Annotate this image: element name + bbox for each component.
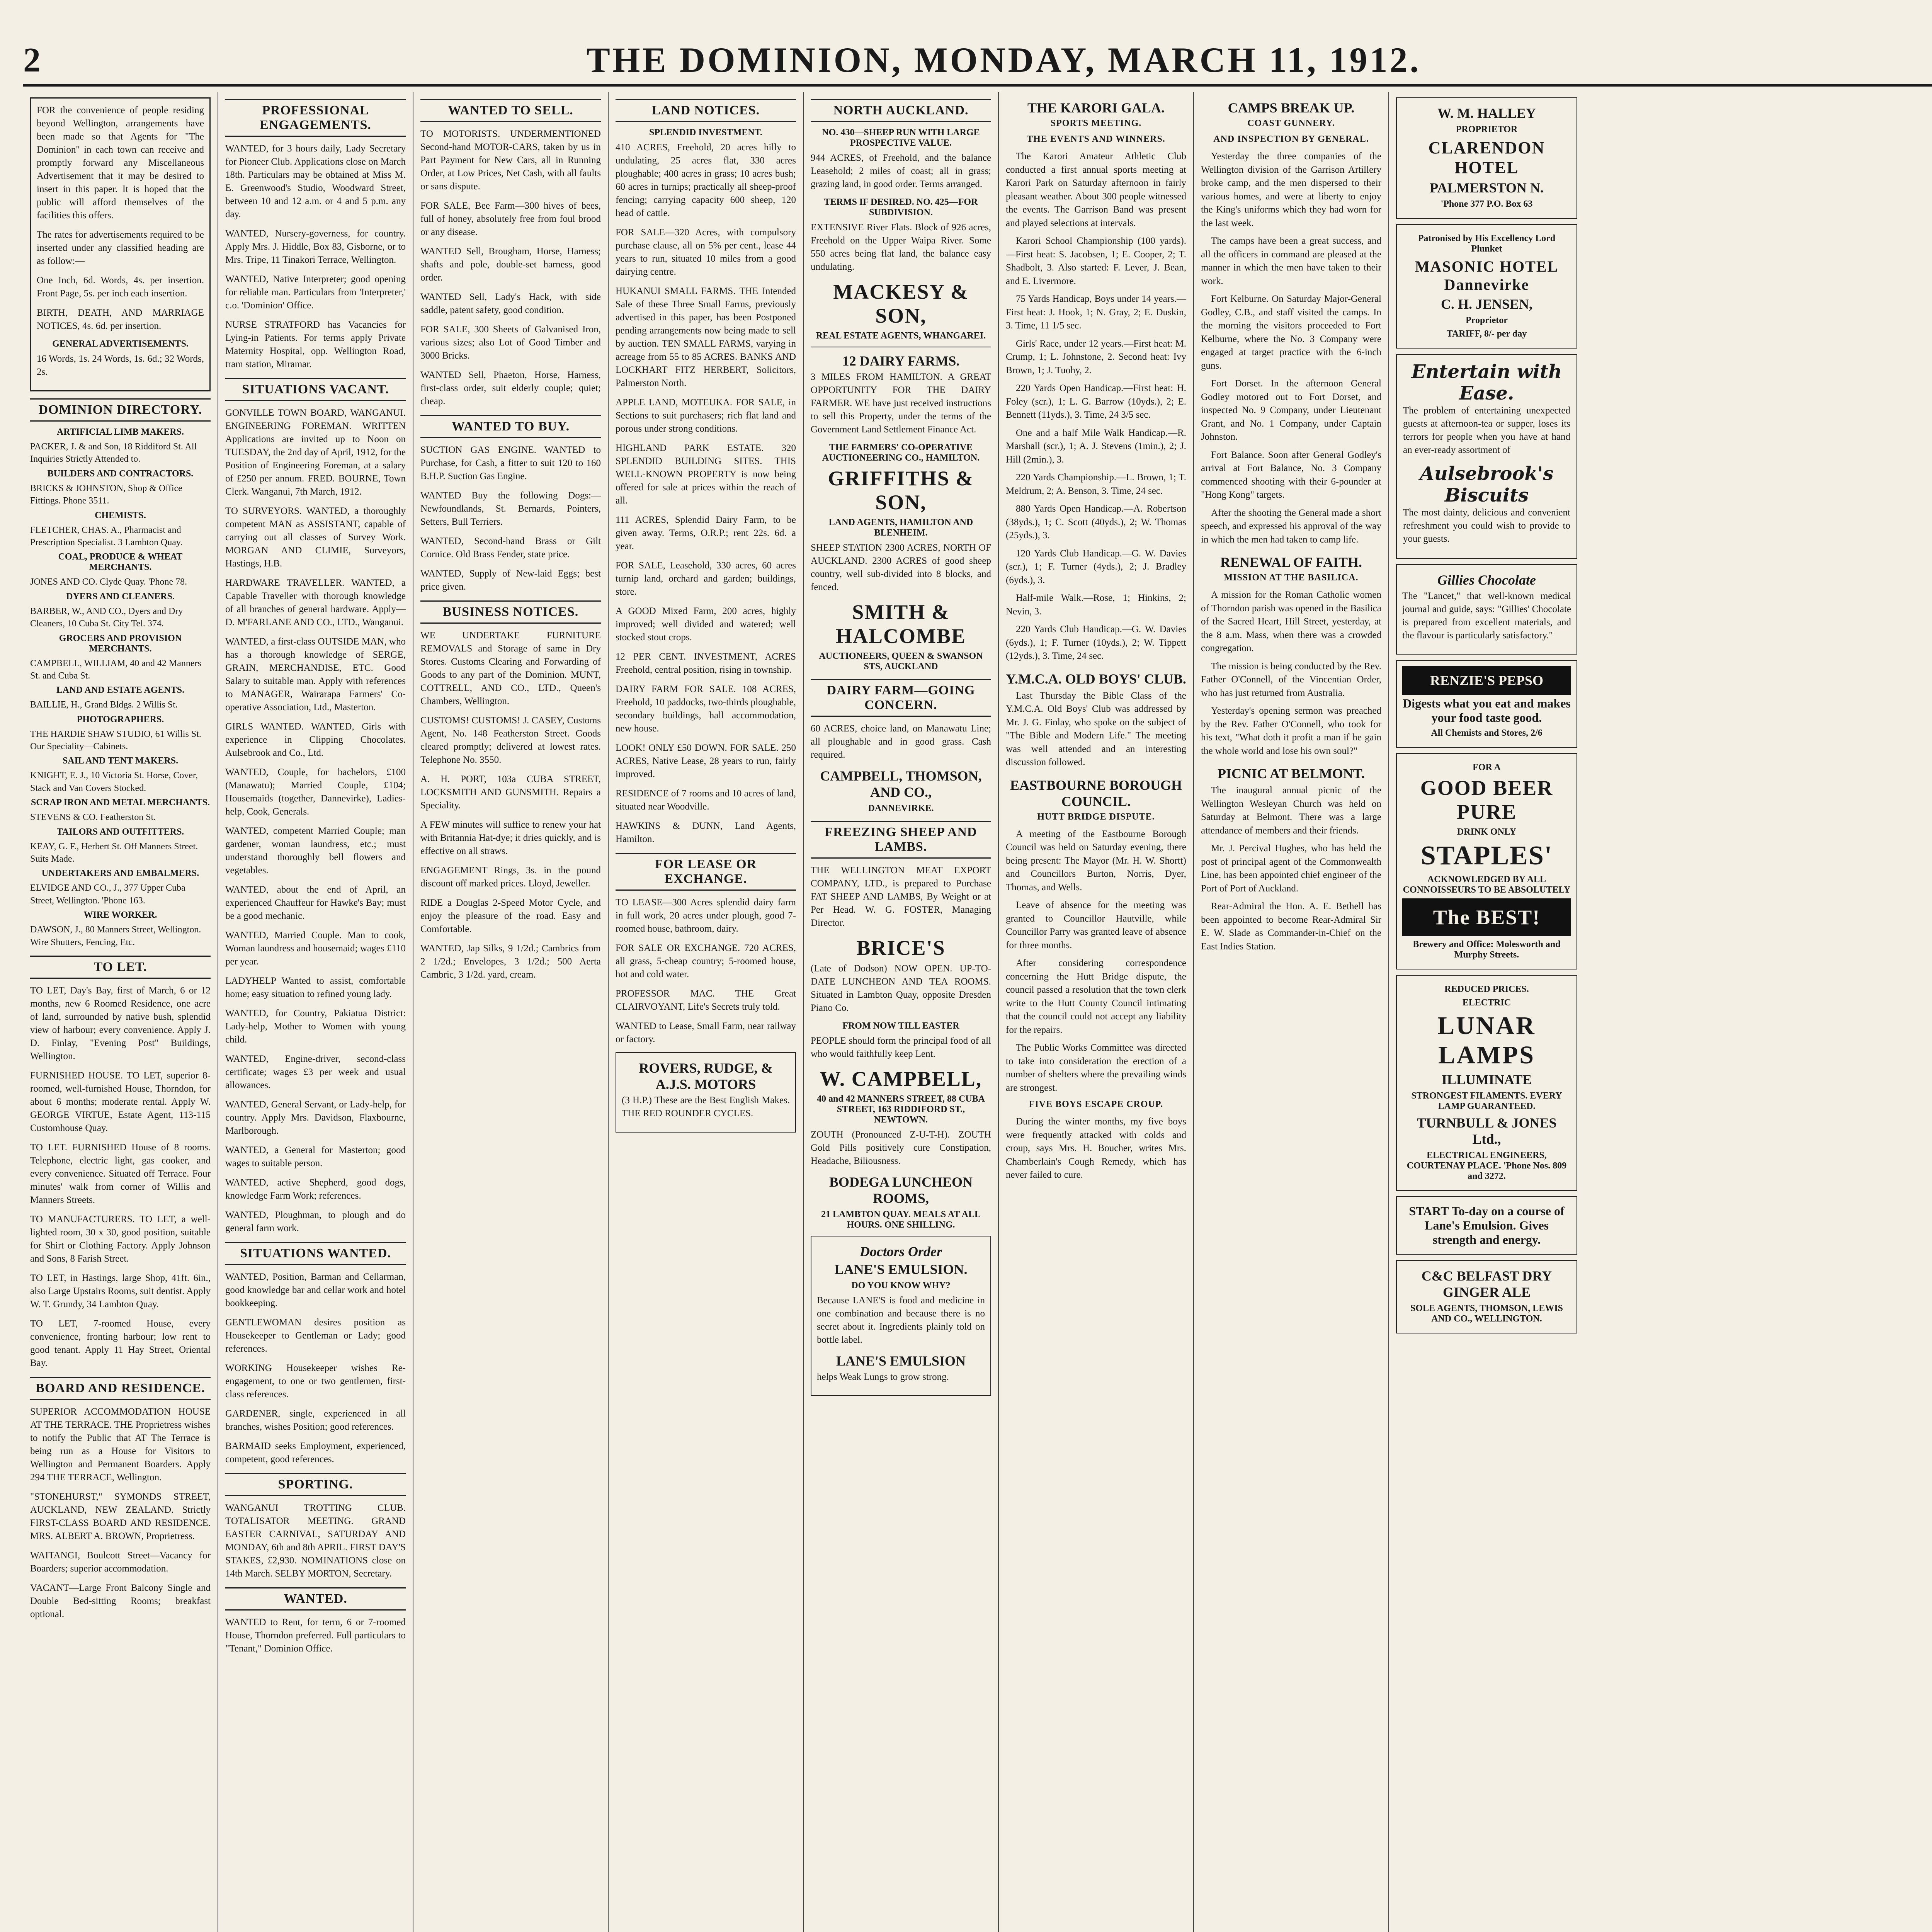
start-text: START To-day on a course of Lane's Emulsion. Gives strength and energy. (1409, 1204, 1565, 1247)
dir-entry: FLETCHER, CHAS. A., Pharmacist and Prescription Specialist. 3 Lambton Quay. (30, 525, 183, 548)
to-buy-ad: WANTED Buy the following Dogs:— Newfoundlands, St. Bernards, Pointers, Setters, Bull Terriers. (420, 490, 601, 527)
to-sell-heading: WANTED TO SELL. (420, 99, 601, 122)
ginger-ale-ad (1396, 1260, 1577, 1333)
general-ads-rates: 16 Words, 1s. 24 Words, 1s. 6d.; 32 Words, 2s. (37, 354, 204, 377)
brewery: Brewery and Office: Molesworth and Murphy Streets. (1413, 939, 1561, 960)
business-ad: WANTED, Jap Silks, 9 1/2d.; Cambrics from 2 1/2d.; Envelopes, 3 1/2d.; 500 Aerta Cambric, 3 1/2d. yard, cream. (420, 943, 601, 980)
motors-title: ROVERS, RUDGE, & A.J.S. MOTORS (639, 1060, 773, 1092)
to-let-heading: TO LET. (30, 956, 211, 979)
dir-section-heading: SAIL AND TENT MAKERS. (62, 756, 179, 766)
professional-ad: NURSE STRATFORD has Vacancies for Lying-in Patients. For terms apply Private Maternity Hospital, opp. Wellington Road, tram station, Miramar. (225, 320, 406, 369)
to-sell-ad: FOR SALE, Bee Farm—300 hives of bees, full of honey, absolutely free from foul brood or any disease. (420, 201, 601, 237)
situation-ad: TO SURVEYORS. WANTED, a thoroughly competent MAN as ASSISTANT, capable of carrying out all classes of Survey Work. MORGAN AND CLIMIE, Surveyors, Hastings, H.B. (225, 506, 406, 569)
dir-section-heading: BUILDERS AND CONTRACTORS. (47, 468, 194, 479)
dir-entry: BAILLIE, H., Grand Bldgs. 2 Willis St. (30, 700, 178, 710)
filaments: STRONGEST FILAMENTS. EVERY LAMP GUARANTEED. (1411, 1091, 1562, 1111)
lanes-start-ad (1396, 1196, 1577, 1255)
smith-name: SMITH & HALCOMBE (835, 600, 966, 648)
picnic-para: Mr. J. Percival Hughes, who has held the post of principal agent of the Commonwealth Line, has been appointed chief engineer of the Port of Port of Auckland. (1201, 843, 1381, 894)
masonic-hotel-ad (1396, 224, 1577, 349)
situations-wanted-heading: SITUATIONS WANTED. (225, 1242, 406, 1265)
beer-drink: DRINK ONLY (1457, 827, 1517, 837)
jensen-tariff: TARIFF, 8/- per day (1446, 329, 1527, 339)
to-buy-heading: WANTED TO BUY. (420, 415, 601, 438)
lanes-foot: LANE'S EMULSION (836, 1353, 966, 1369)
camps-para: The camps have been a great success, and all the officers in command are pleased at the manner in which the men have taken to their work. (1201, 236, 1381, 286)
camps-para: Fort Balance. Soon after General Godley's arrival at Fort Balance, No. 3 Company commenced shooting with their 6-pounder at "Hong Kong" targets. (1201, 449, 1381, 500)
staples-ack: ACKNOWLEDGED BY ALL CONNOISSEURS TO BE ABSOLUTELY (1403, 874, 1571, 895)
column-5 (804, 92, 999, 1932)
general-ads-heading: GENERAL ADVERTISEMENTS. (52, 339, 189, 349)
griffiths-name: GRIFFITHS & SON, (828, 467, 974, 514)
karori-para: Half-mile Walk.—Rose, 1; Hinkins, 2; Nevin, 3. (1006, 593, 1186, 617)
business-ad: A FEW minutes will suffice to renew your hat with Britannia Hat-dye; it dries quickly, and is effective on all straws. (420, 820, 601, 856)
land-ad: 111 ACRES, Splendid Dairy Farm, to be given away. Terms, O.R.P.; rent 22s. 6d. a year. (616, 515, 796, 551)
dir-section-heading: LAND AND ESTATE AGENTS. (56, 685, 185, 696)
situation-wanted-ad: WANTED, Position, Barman and Cellarman, good knowledge bar and cellar work and hotel bookkeeping. (225, 1272, 406, 1308)
eastbourne-para: After considering correspondence concerning the Hutt Bridge dispute, the council passed a resolution that the town clerk write to the Hutt County Council intimating that the council could not accept any liability for the repairs. (1006, 958, 1186, 1035)
professional-ad: WANTED, Nursery-governess, for country. Apply Mrs. J. Hiddle, Box 83, Gisborne, or to Mrs. Tripe, 11 Tinakori Terrace, Wellington. (225, 228, 406, 265)
renewal-para: The mission is being conducted by the Rev. Father O'Connell, of the Vincentian Order, who has just returned from Australia. (1201, 661, 1381, 698)
land-ad: 410 ACRES, Freehold, 20 acres hilly to undulating, 25 acres flat, 330 acres ploughable; 400 acres in grass; 10 acres bush; 60 acres in turnips; practically all sheep-proof fencing; carrying capacity 600 sheep, 120 head of cattle. (616, 142, 796, 218)
freezing-heading: FREEZING SHEEP AND LAMBS. (811, 821, 991, 859)
camps-para: Fort Kelburne. On Saturday Major-General Godley, C.B., and staff visited the camps. In the morning the visitors proceeded to Fort Kelburne, where the No. 3 Company were engaged at target practice with the 6-inch guns. (1201, 294, 1381, 371)
aulsebrook-ad (1396, 354, 1577, 559)
turnbull-name: TURNBULL & JONES Ltd., (1417, 1115, 1557, 1147)
situation-wanted-ad: GARDENER, single, experienced in all branches, wishes Position; good references. (225, 1408, 406, 1432)
karori-para: Karori School Championship (100 yards).—First heat: S. Jacobsen, 1; E. Cooper, 2; T. Shadbolt, 3. Also started: F. Lever, J. Bean, and E. Livermore. (1006, 236, 1186, 286)
to-let-ad: TO LET, in Hastings, large Shop, 41ft. 6in., also Large Upstairs Rooms, suit dentist. Apply W. T. Grundy, 34 Lambton Quay. (30, 1272, 211, 1310)
sporting-heading: SPORTING. (225, 1473, 406, 1496)
dir-section-heading: PHOTOGRAPHERS. (77, 714, 164, 724)
lease-ad: TO LEASE—300 Acres splendid dairy farm in full work, 20 acres under plough, good 7-roomed house, bathroom, dairy. (616, 897, 796, 934)
halley-name: W. M. HALLEY (1437, 105, 1536, 121)
eastbourne-sub: HUTT BRIDGE DISPUTE. (1037, 811, 1155, 822)
land-ad: APPLE LAND, MOTEUKA. FOR SALE, in Sections to suit purchasers; rich flat land and porous under strong conditions. (616, 397, 796, 434)
column-1 (23, 92, 218, 1932)
situation-wanted-ad: WORKING Housekeeper wishes Re-engagement, to one or two gentlemen, first-class references. (225, 1363, 406, 1400)
dir-section-heading: WIRE WORKER. (83, 910, 157, 920)
situation-ad: WANTED, for Country, Pakiatua District: Lady-help, Mother to Women with young child. (225, 1008, 406, 1045)
dir-entry: BRICKS & JOHNSTON, Shop & Office Fittings. Phone 3511. (30, 483, 182, 506)
lanes-question: DO YOU KNOW WHY? (851, 1281, 951, 1291)
land-ad: HUKANUI SMALL FARMS. THE Intended Sale of these Three Small Farms, previously advertised in this paper, has been Postponed pending arrangements now being made to sell by auction. TEN SMALL FARMS, varying in acreage from 55 to 85 ACRES. BANKS AND LOCKHART FITZ HERBERT, Solicitors, Palmerston North. (616, 286, 796, 388)
camps-title: CAMPS BREAK UP. (1228, 100, 1355, 116)
column-4 (609, 92, 804, 1932)
mackesy-name: MACKESY & SON, (833, 280, 969, 327)
camps-sub: COAST GUNNERY. (1247, 118, 1335, 128)
land-ad: RESIDENCE of 7 rooms and 10 acres of land, situated near Woodville. (616, 788, 796, 812)
to-sell-ad: WANTED Sell, Phaeton, Horse, Harness, first-class order, suit elderly couple; quiet; cheap. (420, 370, 601, 406)
wcampbell-sub: 40 and 42 MANNERS STREET, 88 CUBA STREET, 163 RIDDIFORD ST., NEWTOWN. (817, 1094, 985, 1125)
turnbull-sub: ELECTRICAL ENGINEERS, COURTENAY PLACE. 'Phone Nos. 809 and 3272. (1406, 1150, 1567, 1181)
land-ad: LOOK! ONLY £50 DOWN. FOR SALE. 250 ACRES, Native Lease, 28 years to run, fairly improved. (616, 743, 796, 779)
brice-sub: (Late of Dodson) NOW OPEN. UP-TO-DATE LUNCHEON AND TEA ROOMS. Situated in Lambton Quay, opposite Dresden Piano Co. (811, 963, 991, 1013)
situation-ad: GONVILLE TOWN BOARD, WANGANUI. ENGINEERING FOREMAN. WRITTEN Applications are invited up to Noon on TUESDAY, the 2nd day of April, 1912, for the Position of Engineering Foreman, at a salary of £250 per annum. FRED. BOURNE, Town Clerk. Wanganui, 7th March, 1912. (225, 408, 406, 497)
board-ad: "STONEHURST," SYMONDS STREET, AUCKLAND, NEW ZEALAND. Strictly FIRST-CLASS BOARD AND RESIDENCE. MRS. ALBERT A. BROWN, Proprietress. (30, 1491, 211, 1541)
page-number: 2 (23, 41, 41, 79)
gillies-ad (1396, 564, 1577, 655)
jensen-name: C. H. JENSEN, (1440, 296, 1533, 312)
jensen-sub: Proprietor (1466, 315, 1508, 325)
land-notices-heading: LAND NOTICES. (616, 99, 796, 122)
eastbourne-para: A meeting of the Eastbourne Borough Council was held on Saturday evening, there being present: The Mayor (Mr. H. W. Shortt) and Councillors Burton, Norris, Dyer, Thomas, and Wells. (1006, 828, 1186, 893)
gillies-title: Gillies Chocolate (1437, 572, 1536, 588)
karori-para: 220 Yards Open Handicap.—First heat: H. Foley (scr.), 1; L. G. Barrow (10yds.), 2; E. Bennett (11yds.), 3. Time, 24 3/5 sec. (1006, 383, 1186, 420)
sporting-ad: WANGANUI TROTTING CLUB. TOTALISATOR MEETING. GRAND EASTER CARNIVAL, SATURDAY AND MONDAY, 6th and 8th APRIL. FIRST DAY'S STAKES, £2,930. NOMINATIONS close on 14th March. SELBY MORTON, Secretary. (225, 1503, 406, 1579)
splendid-heading: SPLENDID INVESTMENT. (649, 128, 762, 138)
situation-ad: WANTED, Engine-driver, second-class certificate; wages £3 per week and usual allowances. (225, 1054, 406, 1090)
eastbourne-para: Leave of absence for the meeting was granted to Councillor Hautville, while Councillor Parry was granted leave of absence for three months. (1006, 900, 1186, 951)
professional-heading: PROFESSIONAL ENGAGEMENTS. (225, 99, 406, 137)
best-text: The BEST! (1433, 906, 1541, 929)
campbell-name: CAMPBELL, THOMSON, AND CO., (820, 768, 982, 800)
renewal-para: A mission for the Roman Catholic women of Thorndon parish was opened in the Basilica of the Sacred Heart, Hill Street, yesterday, at the 8 a.m. Mass, when there was a crowded congregation. (1201, 590, 1381, 653)
dir-entry: KEAY, G. F., Herbert St. Off Manners Street. Suits Made. (30, 841, 198, 864)
lease-ad: PROFESSOR MAC. THE Great CLAIRVOYANT, Life's Secrets truly told. (616, 988, 796, 1012)
situation-ad: WANTED, Married Couple. Man to cook, Woman laundress and housemaid; wages £110 per year. (225, 930, 406, 967)
lanes-foot-sub: helps Weak Lungs to grow strong. (817, 1372, 949, 1382)
karori-para: Girls' Race, under 12 years.—First heat: M. Crump, 1; L. Johnstone, 2. Second heat: Ivy Brown, 1; J. Tuohy, 2. (1006, 338, 1186, 376)
board-ad: VACANT—Large Front Balcony Single and Double Bed-sitting Rooms; breakfast optional. (30, 1582, 211, 1619)
land-ad: DAIRY FARM FOR SALE. 108 ACRES, Freehold, 10 paddocks, two-thirds ploughable, secondary buildings, hall accommodation, new house. (616, 684, 796, 734)
terms-ad: EXTENSIVE River Flats. Block of 926 acres, Freehold on the Upper Waipa River. Some 550 acres being flat land, the balance easy undulating. (811, 222, 991, 272)
north-auckland-heading: NORTH AUCKLAND. (811, 99, 991, 122)
situation-wanted-ad: GENTLEWOMAN desires position as Housekeeper to Gentleman or Lady; good references. (225, 1317, 406, 1354)
land-ad: HAWKINS & DUNN, Land Agents, Hamilton. (616, 821, 796, 844)
mackesy-sub: REAL ESTATE AGENTS, WHANGAREI. (816, 331, 986, 341)
situations-vacant-heading: SITUATIONS VACANT. (225, 378, 406, 401)
campbell-sub: DANNEVIRKE. (868, 803, 934, 813)
to-let-ad: TO LET, Day's Bay, first of March, 6 or 12 months, new 6 Roomed Residence, one acre of land, surrounded by native bush, splendid view of harbour; every convenience. Apply J. D. Finlay, "Evening Post" Buildings, Wellington. (30, 985, 211, 1061)
lanes-emulsion-ad (811, 1236, 991, 1396)
situation-ad: WANTED, competent Married Couple; man gardener, woman laundress, etc.; must understand thoroughly bell flowers and vegetables. (225, 826, 406, 876)
staples-name: STAPLES' (1420, 841, 1553, 871)
situation-ad: WANTED, General Servant, or Lady-help, for country. Apply Mrs. Davidson, Flaxbourne, Marlborough. (225, 1099, 406, 1136)
to-let-ad: TO MANUFACTURERS. TO LET, a well-lighted room, 30 x 30, good position, suitable for Shirt or Clothing Factory. Apply Johnson and Sons, 8 Farish Street. (30, 1214, 211, 1264)
business-ad: WE UNDERTAKE FURNITURE REMOVALS and Storage of same in Dry Stores. Customs Clearing and Forwarding of Goods to any part of the Dominion. MUNT, COTTRELL, AND CO., LTD., Queen's Chambers, Wellington. (420, 630, 601, 706)
to-buy-ad: WANTED, Second-hand Brass or Gilt Cornice. Old Brass Fender, state price. (420, 536, 601, 560)
patronised: Patronised by His Excellency Lord Plunket (1418, 233, 1556, 254)
column-6 (999, 92, 1194, 1932)
illuminate: ILLUMINATE (1441, 1072, 1532, 1087)
renewal-title: RENEWAL OF FAITH. (1220, 554, 1362, 570)
business-heading: BUSINESS NOTICES. (420, 600, 601, 624)
north-ad: 944 ACRES, of Freehold, and the balance Leasehold; 2 miles of coast; all in grass; grazing land, in good order. Terms arranged. (811, 153, 991, 189)
smith-sub: AUCTIONEERS, QUEEN & SWANSON STS, AUCKLAND (819, 651, 983, 672)
business-ad: ENGAGEMENT Rings, 3s. in the pound discount off marked prices. Lloyd, Jeweller. (420, 865, 601, 889)
births-rates: BIRTH, DEATH, AND MARRIAGE NOTICES, 4s. 6d. per insertion. (37, 308, 204, 331)
eastbourne-title: EASTBOURNE BOROUGH COUNCIL. (1010, 777, 1182, 809)
dir-section-heading: UNDERTAKERS AND EMBALMERS. (41, 868, 199, 879)
karori-sub2: THE EVENTS AND WINNERS. (1027, 134, 1165, 144)
picnic-para: Rear-Admiral the Hon. A. E. Bethell has been appointed to become Rear-Admiral Sir E. W. Slade as Commander-in-Chief on the East Indies Station. (1201, 901, 1381, 952)
dir-entry: KNIGHT, E. J., 10 Victoria St. Horse, Cover, Stack and Van Covers Stocked. (30, 770, 198, 793)
karori-para: 220 Yards Championship.—L. Brown, 1; T. Meldrum, 2; A. Benson, 3. Time, 24 sec. (1006, 472, 1186, 496)
directory-heading: DOMINION DIRECTORY. (30, 398, 211, 422)
situation-wanted-ad: BARMAID seeks Employment, experienced, competent, good references. (225, 1441, 406, 1464)
renzie-ad (1396, 660, 1577, 748)
dir-section-heading: SCRAP IRON AND METAL MERCHANTS. (31, 798, 210, 808)
karori-para: One and a half Mile Walk Handicap.—R. Marshall (scr.), 1; A. J. Stevens (1min.), 2; J. Hill (2min.), 3. (1006, 427, 1186, 465)
renzie-name-box (1402, 666, 1571, 695)
business-ad: RIDE a Douglas 2-Speed Motor Cycle, and enjoy the pleasure of the road. Easy and Comfortable. (420, 898, 601, 934)
farmers-coop: THE FARMERS' CO-OPERATIVE AUCTIONEERING CO., HAMILTON. (822, 442, 980, 463)
entertain-body: The problem of entertaining unexpected guests at afternoon-tea or supper, loses its terrors for people when you have at hand an ever-ready assortment of (1403, 405, 1570, 455)
gillies-body: The "Lancet," that well-known medical journal and guide, says: "Gillies' Chocolate is prepared from excellent materials, and the flavour is particularly satisfactory." (1402, 591, 1571, 641)
best-box (1402, 898, 1571, 936)
beer-top: FOR A (1473, 762, 1501, 772)
to-let-ad: TO LET, 7-roomed House, every convenience, fronting harbour; low rent to good tenant. Apply 11 Hay Street, Oriental Bay. (30, 1318, 211, 1368)
dir-entry: BARBER, W., AND CO., Dyers and Dry Cleaners, 10 Cuba St. City Tel. 374. (30, 606, 183, 629)
situation-ad: HARDWARE TRAVELLER. WANTED, a Capable Traveller with thorough knowledge of all branches of general hardware. Apply— D. M'FARLANE AND CO., LTD., Wanganui. (225, 578, 406, 628)
dir-entry: DAWSON, J., 80 Manners Street, Wellington. Wire Shutters, Fencing, Etc. (30, 925, 201, 947)
dir-section-heading: GROCERS AND PROVISION MERCHANTS. (59, 633, 182, 654)
camps-sub2: AND INSPECTION BY GENERAL. (1213, 134, 1369, 144)
column-2 (218, 92, 413, 1932)
freezing-ad: THE WELLINGTON MEAT EXPORT COMPANY, LTD., is prepared to Purchase FAT SHEEP AND LAMBS, By Weight or at Per Head. W. G. FOSTER, Managing Director. (811, 865, 991, 928)
dir-section-heading: CHEMISTS. (95, 510, 146, 520)
land-ad: FOR SALE—320 Acres, with compulsory purchase clause, all on 5% per cent., lease 44 years to run, situated 10 miles from a good dairying centre. (616, 227, 796, 277)
professional-ad: WANTED, for 3 hours daily, Lady Secretary for Pioneer Club. Applications close on March 18th. Particulars may be obtained at Miss M. E. Greenwood's Studio, Woodward Street, between 10 and 12 a.m. or 4 and 5 p.m. any day. (225, 143, 406, 219)
karori-para: 220 Yards Club Handicap.—G. W. Davies (6yds.), 1; F. Turner (10yds.), 2; W. Tippett (12yds.), 3. Time, 24 sec. (1006, 624, 1186, 661)
renzie-foot: All Chemists and Stores, 2/6 (1431, 728, 1543, 738)
beer-line: GOOD BEER PURE (1420, 776, 1553, 823)
agents-notice: FOR the convenience of people residing beyond Wellington, arrangements have been made so that Agents for "The Dominion" in each town can receive and promptly forward any Miscellaneous Advertisement that it may be desired to insert in this paper. It is hoped that the public will afford themselves of the facilities this offers. (37, 105, 204, 221)
agents-notice-box (30, 97, 211, 391)
situation-ad: WANTED, Ploughman, to plough and do general farm work. (225, 1210, 406, 1233)
business-ad: CUSTOMS! CUSTOMS! J. CASEY, Customs Agent, No. 148 Featherston Street. Goods cleared promptly; delivered at lowest rates. Telephone No. 3550. (420, 715, 601, 765)
to-sell-ad: WANTED Sell, Brougham, Horse, Harness; shafts and pole, double-set harness, good order. (420, 246, 601, 283)
masonic-name: MASONIC HOTEL Dannevirke (1415, 258, 1559, 293)
land-ad: HIGHLAND PARK ESTATE. 320 SPLENDID BUILDING SITES. THIS WELL-KNOWN PROPERTY is now being offered for sale at prices within the reach of all. (616, 443, 796, 506)
karori-para: 880 Yards Open Handicap.—A. Robertson (38yds.), 1; C. Scott (40yds.), 2; W. Thomas (25yds.), 3. (1006, 503, 1186, 541)
column-7 (1194, 92, 1389, 1932)
clarendon-phone: 'Phone 377 P.O. Box 63 (1440, 199, 1533, 209)
reduced: REDUCED PRICES. (1444, 984, 1529, 994)
wanted-ad: WANTED to Rent, for term, 6 or 7-roomed House, Thorndon preferred. Full particulars to "Tenant," Dominion Office. (225, 1617, 406, 1654)
dir-entry: PACKER, J. & and Son, 18 Riddiford St. All Inquiries Strictly Attended to. (30, 442, 197, 464)
staples-beer-ad (1396, 753, 1577, 969)
lamps: LAMPS (1438, 1041, 1535, 1069)
dir-section-heading: TAILORS AND OUTFITTERS. (56, 827, 184, 837)
motors-ad (616, 1052, 796, 1133)
board-heading: BOARD AND RESIDENCE. (30, 1377, 211, 1400)
to-sell-ad: WANTED Sell, Lady's Hack, with side saddle, patent safety, good condition. (420, 292, 601, 315)
karori-para: 75 Yards Handicap, Boys under 14 years.—First heat: J. Hook, 1; N. Gray, 2; E. Duskin, 3. Time, 11 1/5 sec. (1006, 294, 1186, 331)
wcampbell-name: W. CAMPBELL, (820, 1067, 982, 1090)
dairy-ad: 3 MILES FROM HAMILTON. A GREAT OPPORTUNITY FOR THE DAIRY FARMER. WE have just received instructions to sell this Property, under the terms of the Government Land Settlement Finance Act. (811, 372, 991, 435)
board-ad: SUPERIOR ACCOMMODATION HOUSE AT THE TERRACE. THE Proprietress wishes to notify the Public that AT The Terrace is being run as a House for Visitors to Wellington and Permanent Boarders. Apply 294 THE TERRACE, Wellington. (30, 1406, 211, 1483)
eastbourne-para: The Public Works Committee was directed to take into consideration the erection of a number of shelters where the prevailing winds are strongest. (1006, 1043, 1186, 1093)
rates: One Inch, 6d. Words, 4s. per insertion. Front Page, 5s. per inch each insertion. (37, 275, 204, 299)
ymca-para: Last Thursday the Bible Class of the Y.M.C.A. Old Boys' Club was addressed by Mr. J. G. Finlay, who spoke on the subject of "The Bible and Modern Life." The meeting was well attended and an interesting discussion followed. (1006, 690, 1186, 767)
dairy-going-ad: 60 ACRES, choice land, on Manawatu Line; all ploughable and in good grass. Cash required. (811, 723, 991, 760)
aulsebrook-name: Aulsebrook's Biscuits (1420, 463, 1554, 506)
column-8 (1389, 92, 1584, 1932)
bodega-name: BODEGA LUNCHEON ROOMS, (829, 1174, 973, 1206)
land-ad: A GOOD Mixed Farm, 200 acres, highly improved; well divided and watered; well stocked stout crops. (616, 606, 796, 643)
lease-ad: WANTED to Lease, Small Farm, near railway or factory. (616, 1021, 796, 1044)
renzie-name: RENZIE'S PEPSO (1430, 673, 1544, 688)
to-sell-ad: FOR SALE, 300 Sheets of Galvanised Iron, various sizes; also Lot of Good Timber and 3000 Bricks. (420, 324, 601, 361)
dairy-going-heading: DAIRY FARM—GOING CONCERN. (811, 679, 991, 717)
dir-entry: CAMPBELL, WILLIAM, 40 and 42 Manners St. and Cuba St. (30, 658, 201, 681)
karori-para: 120 Yards Club Handicap.—G. W. Davies (scr.), 1; F. Turner (4yds.), 2; J. Bradley (6yds.), 3. (1006, 548, 1186, 585)
clarendon-hotel-ad (1396, 97, 1577, 219)
situation-ad: WANTED, Couple, for bachelors, £100 (Manawatu); Married Couple, £104; Housemaids (together, Dannevirke), Ladies-help, Cook, Generals. (225, 767, 406, 817)
dairy-heading-text: DAIRY FARMS. (859, 353, 960, 369)
lunar: LUNAR (1437, 1012, 1536, 1040)
situation-ad: WANTED, about the end of April, an experienced Chauffeur for Hawke's Bay; must be a good mechanic. (225, 884, 406, 921)
board-ad: WAITANGI, Boulcott Street—Vacancy for Boarders; superior accommodation. (30, 1550, 211, 1574)
zouth-ad: ZOUTH (Pronounced Z-U-T-H). ZOUTH Gold Pills positively cure Constipation, Headache, Biliousness. (811, 1129, 991, 1166)
situation-ad: WANTED, a first-class OUTSIDE MAN, who has a thorough knowledge of SERGE, GRAIN, MERCHANDISE, ETC. Good Salary to suitable man. Apply with references to MANAGER, Wairarapa Farmers' Co-operative Association, Ltd., Masterton. (225, 636, 406, 713)
renewal-para: Yesterday's opening sermon was preached by the Rev. Father O'Connell, who took for his text, "What doth it profit a man if he gain the whole world and lose his own soul?" (1201, 706, 1381, 756)
column-3 (413, 92, 609, 1932)
dir-section-heading: DYERS AND CLEANERS. (66, 591, 175, 602)
halley-sub: PROPRIETOR (1456, 124, 1518, 134)
newspaper-title: THE DOMINION, MONDAY, MARCH 11, 1912. (586, 40, 1421, 80)
professional-ad: WANTED, Native Interpreter; good opening for reliable man. Particulars from 'Interpreter,' c.o. 'Dominion' Office. (225, 274, 406, 311)
terms-heading: TERMS IF DESIRED. NO. 425—FOR SUBDIVISION. (824, 197, 978, 218)
camps-para: After the shooting the General made a short speech, and expressed his approval of the way in which the men had taken to camp life. (1201, 507, 1381, 545)
dairy-heading (811, 353, 991, 369)
camps-para: Fort Dorset. In the afternoon General Godley motored out to Fort Dorset, and inspected No. 9 Company, under Lieutenant Grant, and No. 1 Company, under Captain Johnston. (1201, 378, 1381, 442)
renzie-body: Digests what you eat and makes your food taste good. (1403, 696, 1571, 724)
wanted-heading: WANTED. (225, 1587, 406, 1611)
easter-heading: FROM NOW TILL EASTER (842, 1021, 959, 1031)
dairy-number: 12 (842, 353, 856, 369)
dir-entry: STEVENS & CO. Featherston St. (30, 812, 156, 823)
five-boys-para: During the winter months, my five boys were frequently attacked with colds and croup, says Mrs. H. Boucher, writes Mrs. Chamberlain's Cough Remedy, which has never failed to cure. (1006, 1116, 1186, 1180)
camps-para: Yesterday the three companies of the Wellington division of the Garrison Artillery broke camp, and the men dispersed to their various homes, and were at liberty to enjoy the King's uniforms which they had worn for the last week. (1201, 151, 1381, 228)
north-sub: NO. 430—SHEEP RUN WITH LARGE PROSPECTIVE VALUE. (822, 128, 980, 148)
land-ad: 12 PER CENT. INVESTMENT, ACRES Freehold, central position, rising in township. (616, 651, 796, 675)
karori-sub1: SPORTS MEETING. (1050, 118, 1142, 128)
karori-para: The Karori Amateur Athletic Club conducted a first annual sports meeting at Karori Park on Saturday afternoon in fairly pleasant weather. About 300 people witnessed the events. The Garrison Band was present and played selections at intervals. (1006, 151, 1186, 228)
brice-name: BRICE'S (856, 936, 946, 959)
situation-ad: WANTED, active Shepherd, good dogs, knowledge Farm Work; references. (225, 1177, 406, 1201)
masthead (23, 40, 1932, 87)
lanes-heading: Doctors Order (860, 1244, 942, 1259)
columns (23, 92, 1932, 1932)
picnic-para: The inaugural annual picnic of the Wellington Wesleyan Church was held on Saturday at Belmont. There was a large attendance of members and their friends. (1201, 785, 1381, 836)
clarendon-place: PALMERSTON N. (1430, 180, 1544, 196)
situation-ad: LADYHELP Wanted to assist, comfortable home; easy situation to refined young lady. (225, 976, 406, 999)
dir-entry: ELVIDGE AND CO., J., 377 Upper Cuba Street, Wellington. 'Phone 163. (30, 883, 185, 906)
motors-sub: (3 H.P.) These are the Best English Makes. THE RED ROUNDER CYCLES. (622, 1095, 790, 1119)
aulsebrook-body: The most dainty, delicious and convenient refreshment you could wish to provide to your guests. (1403, 507, 1570, 544)
to-buy-ad: WANTED, Supply of New-laid Eggs; best price given. (420, 568, 601, 592)
dir-section-heading: ARTIFICIAL LIMB MAKERS. (56, 427, 184, 437)
lanes-body: Because LANE'S is food and medicine in one combination and because there is no secret about it. Ingredients plainly told on bottle label. (817, 1295, 985, 1345)
dir-section-heading: COAL, PRODUCE & WHEAT MERCHANTS. (58, 552, 183, 573)
electric: ELECTRIC (1462, 998, 1511, 1008)
rates-heading: The rates for advertisements required to be inserted under any classified heading are as follow:— (37, 230, 204, 266)
five-boys-title: FIVE BOYS ESCAPE CROUP. (1029, 1099, 1163, 1109)
lunar-lamps-ad (1396, 975, 1577, 1191)
to-buy-ad: SUCTION GAS ENGINE. WANTED to Purchase, for Cash, a fitter to suit 120 to 160 B.H.P. Suction Gas Engine. (420, 445, 601, 481)
land-ad: FOR SALE, Leasehold, 330 acres, 60 acres turnip land, orchard and garden; buildings, store. (616, 560, 796, 597)
lease-ad: FOR SALE OR EXCHANGE. 720 ACRES, all grass, 5-cheap country; 5-roomed house, hot and cold water. (616, 943, 796, 980)
sheep-station-ad: SHEEP STATION 2300 ACRES, NORTH OF AUCKLAND. 2300 ACRES of good sheep country, well sub-divided into 8 blocks, and fenced. (811, 543, 991, 592)
karori-title: THE KARORI GALA. (1027, 100, 1165, 116)
bodega-sub: 21 LAMBTON QUAY. MEALS AT ALL HOURS. ONE SHILLING. (821, 1209, 981, 1230)
entertain-title: Entertain with Ease. (1411, 361, 1562, 404)
directory-list (30, 427, 211, 949)
cantrell-sub: SOLE AGENTS, THOMSON, LEWIS AND CO., WELLINGTON. (1410, 1303, 1563, 1324)
clarendon-name: CLARENDON HOTEL (1428, 138, 1545, 177)
lease-heading: FOR LEASE OR EXCHANGE. (616, 853, 796, 891)
to-sell-ad: TO MOTORISTS. UNDERMENTIONED Second-hand MOTOR-CARS, taken by us in Part Payment for New Cars, all in Running Order, at Low Prices, Net Cash, with all faults or sans dispute. (420, 129, 601, 192)
situation-ad: WANTED, a General for Masterton; good wages to suitable person. (225, 1145, 406, 1168)
renewal-sub: MISSION AT THE BASILICA. (1224, 573, 1359, 583)
picnic-title: PICNIC AT BELMONT. (1217, 766, 1365, 781)
ymca-title: Y.M.C.A. OLD BOYS' CLUB. (1006, 671, 1186, 687)
cantrell-text: C&C BELFAST DRY GINGER ALE (1421, 1268, 1552, 1300)
to-let-ad: TO LET. FURNISHED House of 8 rooms. Telephone, electric light, gas cooker, and every convenience. Situated off Terrace. Four minutes' walk from corner of Willis and Manners Streets. (30, 1142, 211, 1205)
dir-entry: THE HARDIE SHAW STUDIO, 61 Willis St. Our Speciality—Cabinets. (30, 729, 201, 752)
easter-ad: PEOPLE should form the principal food of all who would faithfully keep Lent. (811, 1036, 991, 1059)
dir-entry: JONES AND CO. Clyde Quay. 'Phone 78. (30, 577, 187, 587)
lanes-title: LANE'S EMULSION. (834, 1262, 968, 1277)
situation-ad: GIRLS WANTED. WANTED, Girls with experience in Clipping Chocolates. Aulsebrook and Co., Ltd. (225, 721, 406, 758)
griffiths-sub: LAND AGENTS, HAMILTON AND BLENHEIM. (828, 517, 973, 538)
to-let-ad: FURNISHED HOUSE. TO LET, superior 8-roomed, well-furnished House, Thorndon, for about 6 months; moderate rental. Apply W. GEORGE VIRTUE, Estate Agent, 113-115 Customhouse Quay. (30, 1070, 211, 1133)
business-ad: A. H. PORT, 103a CUBA STREET, LOCKSMITH AND GUNSMITH. Repairs a Speciality. (420, 774, 601, 811)
